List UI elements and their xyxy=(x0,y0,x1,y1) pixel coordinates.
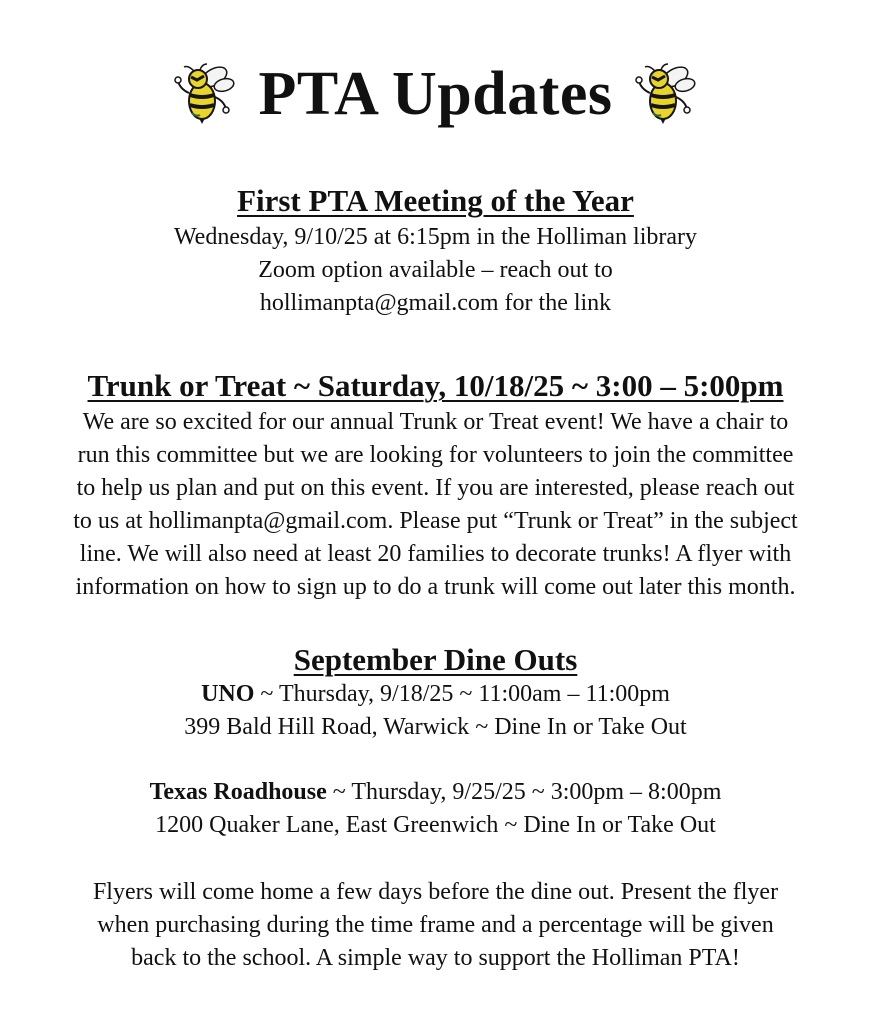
dine-out-detail-line xyxy=(0,776,871,809)
meeting-heading: First PTA Meeting of the Year xyxy=(237,183,634,218)
trunk-paragraph-line: to us at hollimanpta@gmail.com. Please put “Trunk or Treat” in the subject xyxy=(73,508,798,534)
page-title: PTA Updates xyxy=(258,60,613,128)
dine-out-detail-line xyxy=(0,678,871,711)
trunk-or-treat-section xyxy=(0,366,871,604)
bee-mascot-icon xyxy=(635,63,697,125)
dine-out-closing xyxy=(0,876,871,975)
closing-line: back to the school. A simple way to support the Holliman PTA! xyxy=(131,945,740,971)
restaurant-name: Texas Roadhouse xyxy=(149,779,327,805)
meeting-zoom-line: Zoom option available – reach out to xyxy=(258,257,613,283)
trunk-paragraph-line: run this committee but we are looking for volunteers to join the committee xyxy=(77,442,794,468)
trunk-or-treat-heading: Trunk or Treat ~ Saturday, 10/18/25 ~ 3:00 – 5:00pm xyxy=(87,368,784,403)
restaurant-name: UNO xyxy=(201,681,255,707)
trunk-paragraph-line: We are so excited for our annual Trunk or Treat event! We have a chair to xyxy=(82,409,789,435)
dine-outs-section xyxy=(0,640,871,680)
closing-line: when purchasing during the time frame and a percentage will be given xyxy=(97,912,774,938)
header xyxy=(0,52,871,136)
dine-out-date-time: ~ Thursday, 9/25/25 ~ 3:00pm – 8:00pm xyxy=(326,779,722,805)
bee-mascot-icon xyxy=(174,63,236,125)
meeting-section xyxy=(0,181,871,320)
dine-out-address: 1200 Quaker Lane, East Greenwich ~ Dine In or Take Out xyxy=(155,812,716,838)
dine-out-event xyxy=(0,776,871,842)
trunk-paragraph-line: to help us plan and put on this event. If you are interested, please reach out xyxy=(76,475,795,501)
trunk-paragraph-line: line. We will also need at least 20 families to decorate trunks! A flyer with xyxy=(79,541,792,567)
closing-line: Flyers will come home a few days before the dine out. Present the flyer xyxy=(92,879,779,905)
meeting-date-line: Wednesday, 9/10/25 at 6:15pm in the Holliman library xyxy=(173,224,698,250)
dine-out-date-time: ~ Thursday, 9/18/25 ~ 11:00am – 11:00pm xyxy=(254,681,670,707)
dine-out-event xyxy=(0,678,871,744)
trunk-paragraph-line: information on how to sign up to do a trunk will come out later this month. xyxy=(75,574,796,600)
meeting-email-line: hollimanpta@gmail.com for the link xyxy=(259,290,612,316)
dine-out-address: 399 Bald Hill Road, Warwick ~ Dine In or Take Out xyxy=(184,714,687,740)
dine-outs-heading: September Dine Outs xyxy=(293,642,578,677)
